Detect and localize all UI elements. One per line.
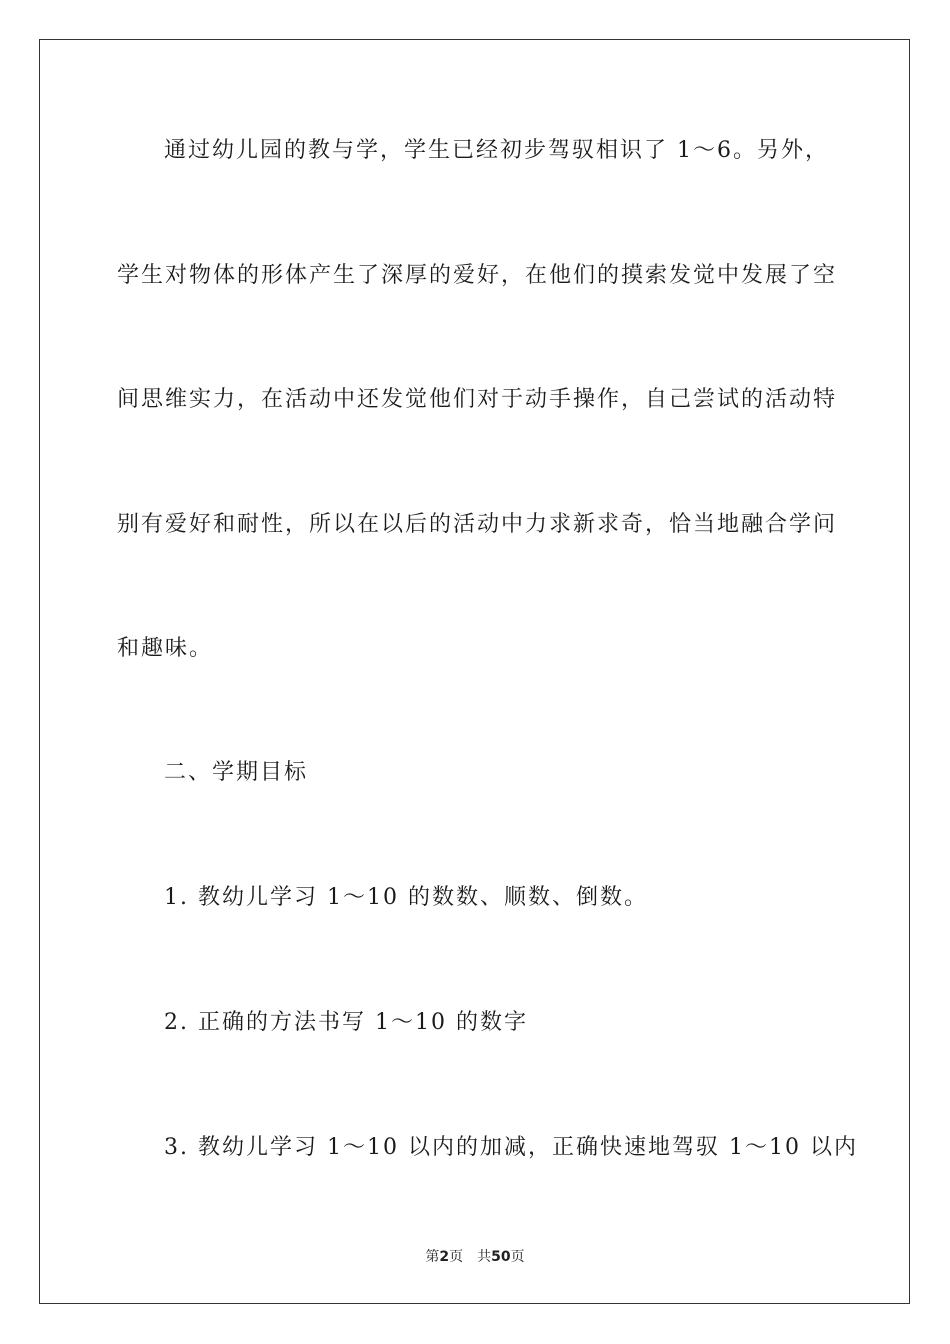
footer-mid: 页 共 (449, 1249, 492, 1265)
section-heading: 二、学期目标 (164, 760, 309, 785)
paragraph-line-3: 间思维实力，在活动中还发觉他们对于动手操作，自己尝试的活动特 (117, 387, 838, 412)
paragraph-line-5: 和趣味。 (117, 636, 214, 661)
page-number-footer (0, 1246, 950, 1266)
footer-total-pages: 50 (491, 1249, 511, 1265)
footer-current-page: 2 (439, 1249, 450, 1265)
paragraph-line-2: 学生对物体的形体产生了深厚的爱好，在他们的摸索发觉中发展了空 (117, 263, 838, 288)
footer-suffix: 页 (510, 1249, 525, 1265)
paragraph-line-1: 通过幼儿园的教与学，学生已经初步驾驭相识了 1～6。另外， (164, 138, 829, 163)
paragraph-line-4: 别有爱好和耐性，所以在以后的活动中力求新求奇，恰当地融合学问 (117, 512, 838, 537)
footer-prefix: 第 (425, 1249, 440, 1265)
goal-item-3: 3. 教幼儿学习 1～10 以内的加减，正确快速地驾驭 1～10 以内 (164, 1135, 858, 1160)
page-frame (39, 39, 910, 1304)
goal-item-1: 1. 教幼儿学习 1～10 的数数、顺数、倒数。 (164, 885, 648, 910)
goal-item-2: 2. 正确的方法书写 1～10 的数字 (164, 1010, 528, 1035)
